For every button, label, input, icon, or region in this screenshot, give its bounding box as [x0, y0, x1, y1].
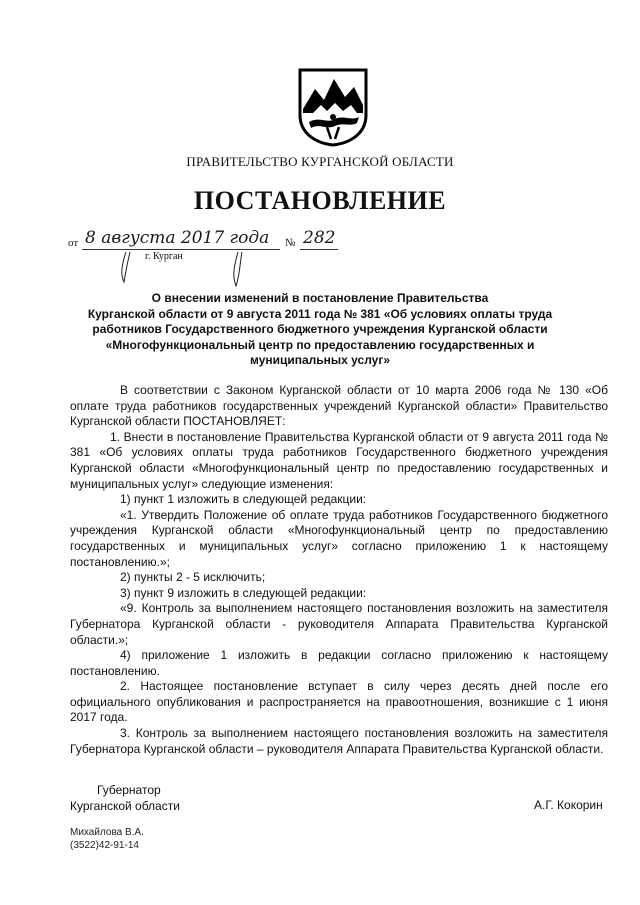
paragraph-subitem-2: 2) пункты 2 - 5 исключить; [120, 570, 266, 585]
title-line: Курганской области от 9 августа 2011 года № 381 «Об условиях оплаты труда [87, 306, 553, 321]
signer-position [70, 782, 180, 814]
date-prefix: от [68, 237, 79, 249]
paragraph-subitem-4: 4) приложение 1 изложить в редакции согласно приложению к настоящему постановлению. [70, 648, 608, 678]
document-title [80, 291, 560, 369]
signer-name: А.Г. Кокорин [534, 798, 603, 812]
organization-name: ПРАВИТЕЛЬСТВО КУРГАНСКОЙ ОБЛАСТИ [186, 154, 454, 169]
paragraph-preamble: В соответствии с Законом Курганской области от 10 марта 2006 года № 130 «Об оплате труда работников государственных учреждений Курганской области» Правительство Курганской области ПОСТАНОВЛЯЕТ: [70, 383, 608, 429]
paragraph-item-3: 3. Контроль за выполнением настоящего постановления возложить на заместителя Губернатора Курганской области – руководителя Аппарата Правительства Курганской области. [70, 726, 608, 756]
paragraph-item-1: 1. Внести в постановление Правительства Курганской области от 9 августа 2011 года № 381 «Об условиях оплаты труда работников Государственного бюджетного учреждения Курганской области «Многофункциональный центр по предоставлению государственных и муниципальных услуг» следующие изменения: [70, 429, 608, 491]
number-handwritten: 282 [303, 228, 336, 248]
document-type: ПОСТАНОВЛЕНИЕ [193, 186, 447, 215]
coat-of-arms-icon [297, 67, 369, 147]
executor-info [70, 826, 144, 852]
title-line: О внесении изменений в постановление Правительства [151, 291, 489, 305]
title-line: муниципальных услуг» [249, 353, 391, 367]
paragraph-quote-9: «9. Контроль за выполнением настоящего постановления возложить на заместителя Губернатора Курганской области - руководителя Аппарата Правительства Курганской области.»; [70, 601, 608, 647]
paragraph-subitem-3: 3) пункт 9 изложить в следующей редакции: [120, 585, 367, 600]
city-label: г. Курган [145, 251, 183, 262]
executor-phone: (3522)42-91-14 [70, 840, 139, 851]
signer-position-line2: Курганской области [70, 799, 180, 813]
title-line: работников Государственного бюджетного учреждения Курганской области [92, 322, 548, 336]
executor-name: Михайлова В.А. [70, 827, 144, 838]
number-underline [300, 249, 338, 250]
signer-position-line1: Губернатор [97, 783, 161, 797]
date-handwritten: 8 августа 2017 года [85, 228, 270, 248]
title-line: «Многофункциональный центр по предоставлению государственных и [105, 337, 535, 352]
paragraph-subitem-1: 1) пункт 1 изложить в следующей редакции: [120, 492, 367, 507]
number-prefix: № [285, 237, 296, 249]
paragraph-item-2: 2. Настоящее постановление вступает в силу через десять дней после его официального опубликования и распространяется на правоотношения, возникшие с 1 июня 2017 года. [70, 679, 608, 725]
document-body [70, 383, 608, 757]
paragraph-quote-1: «1. Утвердить Положение об оплате труда работников Государственного бюджетного учреждения Курганской области «Многофункциональный центр по предоставлению государственных и муниципальных услуг» согласно приложению 1 к настоящему постановлению.»; [70, 507, 608, 569]
handwritten-strokes [100, 230, 270, 290]
